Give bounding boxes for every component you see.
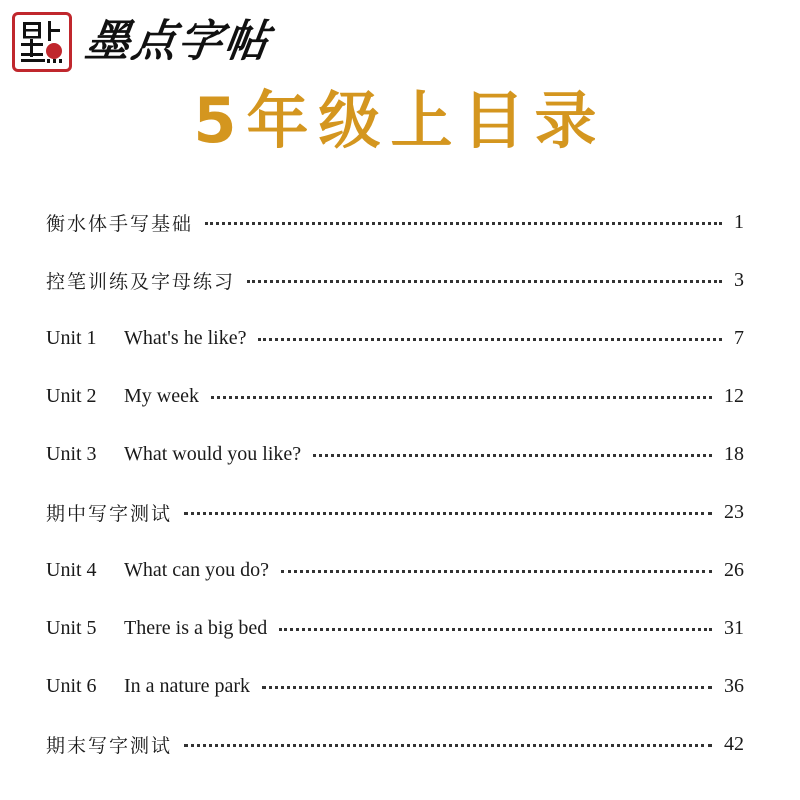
toc-page-number: 31 <box>724 616 744 639</box>
seal-logo-icon <box>12 12 72 72</box>
dot-leader <box>281 570 712 573</box>
toc-entry-title: My week <box>124 384 199 407</box>
dot-leader <box>279 628 712 631</box>
toc-unit-number: Unit 6 <box>46 674 97 697</box>
toc-page-number: 12 <box>724 384 744 407</box>
toc-entry-title: 期末写字测试 <box>46 734 173 757</box>
toc-entry[interactable] <box>46 599 744 657</box>
brand-name: 墨点字帖 <box>82 16 274 67</box>
toc-entry-title: 期中写字测试 <box>46 502 173 525</box>
dot-leader <box>205 222 722 225</box>
seal-mark-icon <box>15 15 69 69</box>
toc-page-number: 1 <box>734 210 744 233</box>
toc-entry[interactable] <box>46 715 744 773</box>
toc-unit-number: Unit 2 <box>46 384 97 407</box>
toc-unit-number: Unit 4 <box>46 558 97 581</box>
table-of-contents <box>46 193 744 773</box>
toc-entry[interactable] <box>46 193 744 251</box>
dot-leader <box>247 280 722 283</box>
toc-entry-title: What would you like? <box>124 442 302 465</box>
toc-page-number: 26 <box>724 558 744 581</box>
toc-entry[interactable] <box>46 251 744 309</box>
dot-leader <box>184 744 712 747</box>
toc-page-number: 18 <box>724 442 744 465</box>
toc-entry[interactable] <box>46 483 744 541</box>
toc-page-number: 7 <box>734 326 744 349</box>
toc-entry-title: In a nature park <box>124 674 251 697</box>
toc-entry[interactable] <box>46 367 744 425</box>
toc-entry-title: What can you do? <box>124 558 269 581</box>
brand-logo <box>12 12 274 72</box>
toc-entry-title: 控笔训练及字母练习 <box>46 270 236 293</box>
dot-leader <box>211 396 712 399</box>
toc-page-number: 36 <box>724 674 744 697</box>
dot-leader <box>184 512 712 515</box>
dot-leader <box>258 338 722 341</box>
toc-entry[interactable] <box>46 425 744 483</box>
dot-leader <box>262 686 712 689</box>
dot-leader <box>313 454 712 457</box>
toc-entry[interactable] <box>46 657 744 715</box>
toc-unit-number: Unit 3 <box>46 442 97 465</box>
toc-page-number: 23 <box>724 500 744 523</box>
toc-page-number: 3 <box>734 268 744 291</box>
page-title: 5年级上目录 <box>193 84 607 157</box>
toc-entry-title: What's he like? <box>124 326 247 349</box>
toc-entry[interactable] <box>46 541 744 599</box>
toc-entry-title: There is a big bed <box>124 616 268 639</box>
toc-unit-number: Unit 1 <box>46 326 97 349</box>
toc-entry[interactable] <box>46 309 744 367</box>
toc-unit-number: Unit 5 <box>46 616 97 639</box>
toc-page-number: 42 <box>724 732 744 755</box>
toc-entry-title: 衡水体手写基础 <box>46 212 194 235</box>
